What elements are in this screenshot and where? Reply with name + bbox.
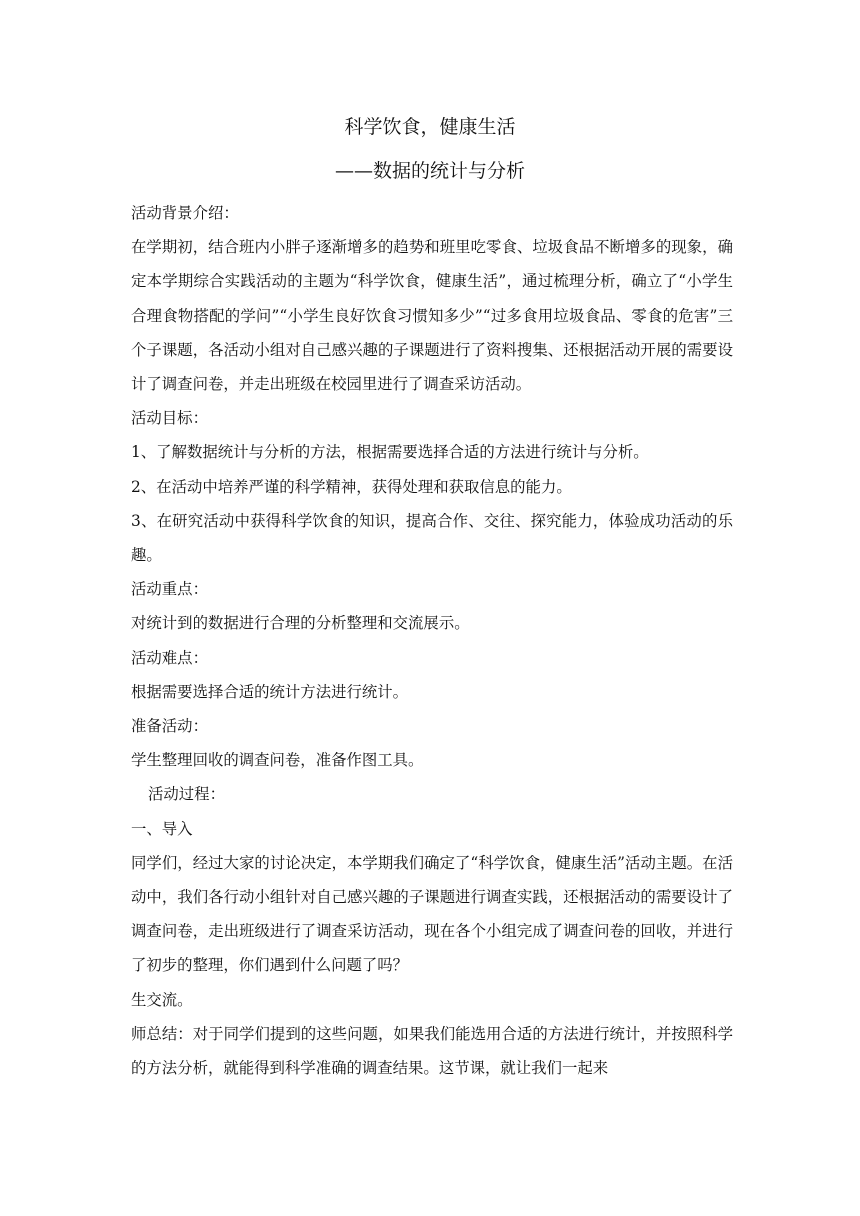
- goal-item-2: 2、在活动中培养严谨的科学精神，获得处理和获取信息的能力。: [131, 477, 572, 496]
- document-title: 科学饮食，健康生活: [344, 116, 516, 138]
- prep-heading: 准备活动：: [131, 717, 208, 736]
- difficulty-paragraph: 根据需要选择合适的统计方法进行统计。: [131, 682, 409, 701]
- focus-paragraph: 对统计到的数据进行合理的分析整理和交流展示。: [131, 614, 470, 633]
- document-subtitle: ——数据的统计与分析: [334, 160, 525, 182]
- goals-heading: 活动目标：: [131, 409, 208, 428]
- difficulty-heading: 活动难点：: [131, 648, 208, 667]
- focus-heading: 活动重点：: [131, 580, 208, 599]
- teacher-summary-paragraph: 师总结：对于同学们提到的这些问题，如果我们能选用合适的方法进行统计，并按照科学的方法分析，就能得到科学准确的调查结果。这节课，就让我们一起来: [131, 1024, 733, 1078]
- prep-paragraph: 学生整理回收的调查问卷，准备作图工具。: [131, 751, 424, 770]
- background-heading: 活动背景介绍：: [131, 204, 239, 222]
- goal-item-1: 1、了解数据统计与分析的方法，根据需要选择合适的方法进行统计与分析。: [131, 443, 649, 462]
- step-1-paragraph: 同学们，经过大家的讨论决定，本学期我们确定了“科学饮食，健康生活”活动主题。在活动中，我们各行动小组针对自己感兴趣的子课题进行调查实践，还根据活动的需要设计了调查问卷，走出班级进行了调查采访活动，现在各个小组完成了调查问卷的回收，并进行了初步的整理，你们遇到什么问题了吗？: [131, 853, 733, 975]
- background-paragraph: 在学期初，结合班内小胖子逐渐增多的趋势和班里吃零食、垃圾食品不断增多的现象，确定本学期综合实践活动的主题为“科学饮食，健康生活”，通过梳理分析，确立了“小学生合理食物搭配的学问”“小学生良好饮食习惯知多少”“过多食用垃圾食品、零食的危害”三个子课题，各活动小组对自己感兴趣的子课题进行了资料搜集、还根据活动开展的需要设计了调查问卷，并走出班级在校园里进行了调查采访活动。: [131, 238, 733, 394]
- document-body: [131, 196, 733, 1085]
- process-heading: 活动过程：: [148, 785, 225, 804]
- goal-item-3: 3、在研究活动中获得科学饮食的知识，提高合作、交往、探究能力，体验成功活动的乐趣。: [131, 511, 733, 565]
- step-1-heading: 一、导入: [131, 819, 193, 838]
- student-exchange-line: 生交流。: [131, 990, 193, 1009]
